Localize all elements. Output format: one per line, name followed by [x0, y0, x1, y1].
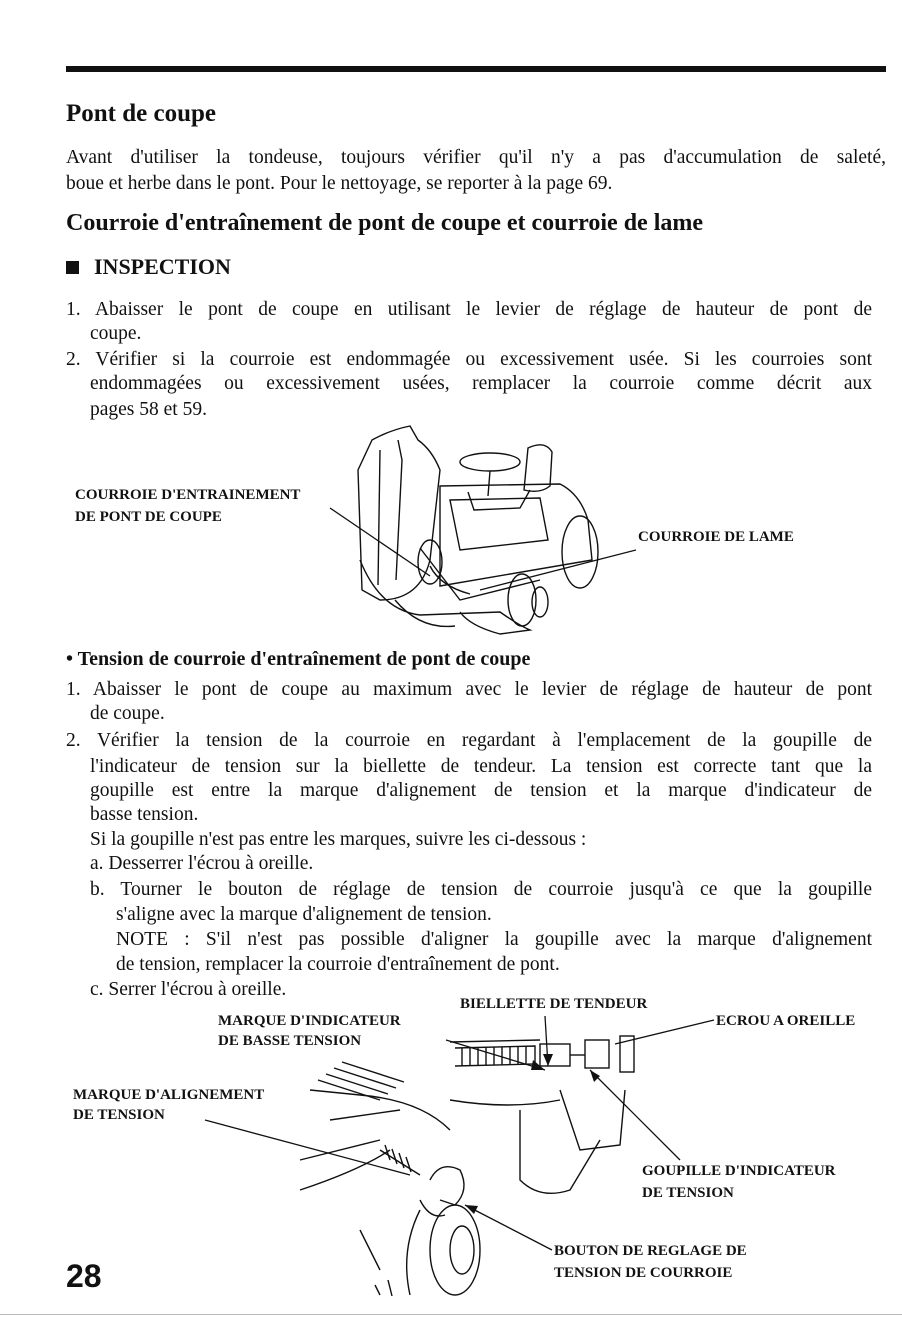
section-title-cutting-deck: Pont de coupe	[66, 100, 216, 127]
inspection-step2-line2: endommagées ou excessivement usées, remplacer la courroie comme décrit aux	[90, 373, 872, 394]
tension-step2-line2: l'indicateur de tension sur la biellette de tendeur. La tension est correcte tant que la	[90, 756, 872, 777]
label-wing-nut: ECROU A OREILLE	[716, 1013, 856, 1029]
label-pin-line1: GOUPILLE D'INDICATEUR	[642, 1163, 836, 1179]
inspection-heading	[66, 254, 231, 280]
top-rule	[66, 66, 886, 72]
tension-step2-line5: Si la goupille n'est pas entre les marques, suivre les ci-dessous :	[90, 829, 587, 850]
tension-step2-line3: goupille est entre la marque d'alignement de tension et la marque d'indicateur de	[90, 780, 872, 801]
tension-step-b-line1: b. Tourner le bouton de réglage de tension de courroie jusqu'à ce que la goupille	[90, 879, 872, 900]
page-number: 28	[66, 1258, 102, 1294]
tension-note-line2: de tension, remplacer la courroie d'entraînement de pont.	[116, 954, 560, 975]
label-blade-belt: COURROIE DE LAME	[638, 529, 794, 545]
inspection-step1-line2: coupe.	[90, 323, 142, 344]
label-tensioner-link: BIELLETTE DE TENDEUR	[460, 996, 648, 1012]
tension-step1-line2: de coupe.	[90, 703, 165, 724]
tension-step2-line1: 2. Vérifier la tension de la courroie en regardant à l'emplacement de la goupille de	[66, 730, 872, 751]
inspection-title: INSPECTION	[94, 254, 231, 279]
label-pin-line2: DE TENSION	[642, 1185, 734, 1201]
inspection-step2-line3: pages 58 et 59.	[90, 399, 207, 420]
tension-step2-line4: basse tension.	[90, 804, 199, 825]
tension-note-line1: NOTE : S'il n'est pas possible d'aligner la goupille avec la marque d'alignement	[116, 929, 872, 950]
label-drive-belt-line2: DE PONT DE COUPE	[75, 509, 222, 525]
label-drive-belt-line1: COURROIE D'ENTRAINEMENT	[75, 487, 301, 503]
inspection-step1-line1: 1. Abaisser le pont de coupe en utilisant le levier de réglage de hauteur de pont de	[66, 299, 872, 320]
tension-heading: • Tension de courroie d'entraînement de pont de coupe	[66, 648, 531, 670]
square-bullet-icon	[66, 261, 79, 274]
label-low-tension-line1: MARQUE D'INDICATEUR	[218, 1013, 401, 1029]
section-title-belts: Courroie d'entraînement de pont de coupe et courroie de lame	[66, 210, 704, 236]
tension-step1-line1: 1. Abaisser le pont de coupe au maximum avec le levier de réglage de hauteur de pont	[66, 679, 872, 700]
tension-step-b-line2: s'aligne avec la marque d'alignement de tension.	[116, 904, 492, 925]
label-knob-line1: BOUTON DE REGLAGE DE	[554, 1243, 747, 1259]
label-alignment-line1: MARQUE D'ALIGNEMENT	[73, 1087, 265, 1103]
bottom-rule	[0, 1314, 902, 1315]
cutting-deck-paragraph-line2: boue et herbe dans le pont. Pour le nettoyage, se reporter à la page 69.	[66, 173, 613, 194]
label-alignment-line2: DE TENSION	[73, 1107, 165, 1123]
inspection-step2-line1: 2. Vérifier si la courroie est endommagée ou excessivement usée. Si les courroies sont	[66, 349, 872, 370]
tension-step-a: a. Desserrer l'écrou à oreille.	[90, 853, 314, 874]
tension-step-c: c. Serrer l'écrou à oreille.	[90, 979, 287, 1000]
label-knob-line2: TENSION DE COURROIE	[554, 1265, 733, 1281]
cutting-deck-paragraph-line1: Avant d'utiliser la tondeuse, toujours vérifier qu'il n'y a pas d'accumulation de saleté,	[66, 147, 886, 168]
label-low-tension-line2: DE BASSE TENSION	[218, 1033, 362, 1049]
